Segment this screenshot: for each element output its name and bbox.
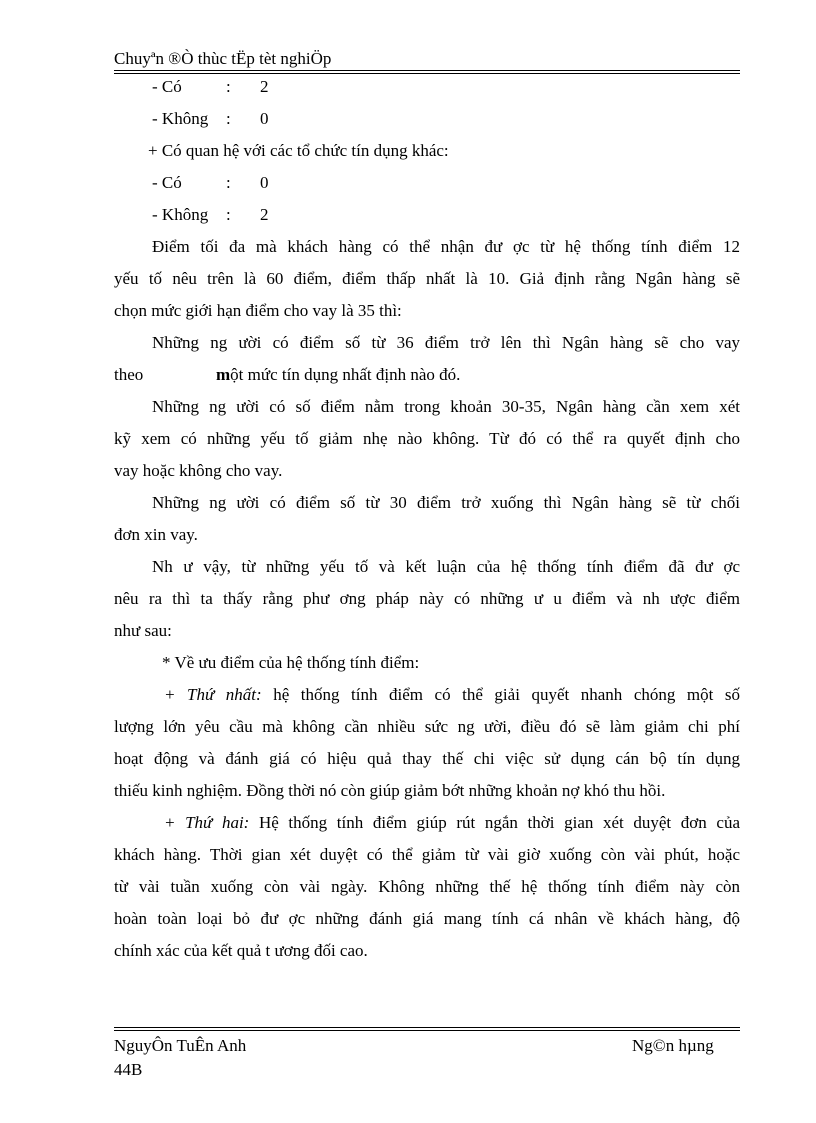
paragraph-text: đơn xin vay. bbox=[114, 525, 198, 544]
header-title: Chuyªn ®Ò thùc tËp tèt nghiÖp bbox=[114, 49, 332, 68]
list-item bbox=[114, 140, 740, 172]
text-line bbox=[114, 908, 740, 940]
paragraph-text: lượng lớn yêu cầu mà không cần nhiều sức ng ười, điều đó sẽ làm giảm chi phí bbox=[114, 717, 740, 736]
item-colon: : bbox=[226, 205, 231, 224]
list-item bbox=[114, 108, 740, 140]
paragraph-text: từ vài tuần xuống còn vài ngày. Không những thế hệ thống tính điểm này còn bbox=[114, 877, 740, 896]
paragraph-text: khách hàng. Thời gian xét duyệt có thể giảm từ vài giờ xuống còn vài phút, hoặc bbox=[114, 845, 740, 864]
item-value: 2 bbox=[260, 205, 269, 224]
item-value: 2 bbox=[260, 77, 269, 96]
item-label: - Có bbox=[152, 77, 182, 96]
paragraph-text: vay hoặc không cho vay. bbox=[114, 461, 283, 480]
text-line bbox=[114, 588, 740, 620]
page-header bbox=[114, 48, 740, 70]
paragraph-text: nêu ra thì ta thấy rằng phư ơng pháp này có những ư u điểm và nh ược điểm bbox=[114, 589, 740, 608]
item-colon: : bbox=[226, 77, 231, 96]
paragraph-text: Những ng ười có số điểm nằm trong khoản 30-35, Ngân hàng cần xem xét bbox=[152, 397, 740, 416]
text-line bbox=[114, 460, 740, 492]
list-item bbox=[114, 76, 740, 108]
item-label: - Có bbox=[152, 173, 182, 192]
item-label: - Không bbox=[152, 109, 209, 128]
text-line bbox=[114, 844, 740, 876]
section-heading: * Về ưu điểm của hệ thống tính điểm: bbox=[162, 653, 420, 672]
footer-class: 44B bbox=[114, 1060, 143, 1079]
italic-label: + Thứ hai: bbox=[164, 813, 250, 832]
text-line bbox=[114, 940, 740, 972]
text-line bbox=[114, 556, 740, 588]
item-heading: + Có quan hệ với các tổ chức tín dụng khác: bbox=[148, 141, 449, 160]
text-line bbox=[114, 748, 740, 780]
item-value: 0 bbox=[260, 109, 269, 128]
text-line bbox=[114, 268, 740, 300]
paragraph-text: hoạt động và đánh giá có hiệu quả thay thế chi việc sử dụng cán bộ tín dụng bbox=[114, 749, 740, 768]
text-line bbox=[114, 876, 740, 908]
paragraph-text: Nh ư vậy, từ những yếu tố và kết luận của hệ thống tính điểm đã đư ợc bbox=[152, 557, 740, 576]
page-footer bbox=[114, 1034, 740, 1082]
text-line bbox=[114, 620, 740, 652]
item-colon: : bbox=[226, 109, 231, 128]
text-line bbox=[114, 300, 740, 332]
paragraph-text: thiếu kinh nghiệm. Đồng thời nó còn giúp giảm bớt những khoản nợ khó thu hồi. bbox=[114, 781, 666, 800]
text-line bbox=[114, 524, 740, 556]
paragraph-text: chính xác của kết quả t ương đối cao. bbox=[114, 941, 368, 960]
list-item bbox=[114, 172, 740, 204]
text-line bbox=[114, 684, 740, 716]
list-item bbox=[114, 204, 740, 236]
text-line bbox=[114, 332, 740, 364]
paragraph-text: yếu tố nêu trên là 60 điểm, điểm thấp nhất là 10. Giả định rằng Ngân hàng sẽ bbox=[114, 269, 740, 288]
italic-label: + Thứ nhất: bbox=[164, 685, 262, 704]
footer-major: Ng©n hµng bbox=[632, 1036, 714, 1055]
paragraph-text: hệ thống tính điểm có thể giải quyết nhanh chóng một số bbox=[273, 685, 741, 704]
paragraph-text: Hệ thống tính điểm giúp rút ngắn thời gian xét duyệt đơn của bbox=[258, 813, 740, 832]
bold-text: m bbox=[216, 365, 231, 384]
text-line bbox=[114, 364, 740, 396]
footer-rule bbox=[114, 1027, 740, 1031]
paragraph-text: Điểm tối đa mà khách hàng có thể nhận đư ợc từ hệ thống tính điểm 12 bbox=[152, 237, 740, 256]
text-line bbox=[114, 428, 740, 460]
document-body bbox=[114, 76, 740, 972]
text-line bbox=[114, 396, 740, 428]
paragraph-text: theo bbox=[114, 365, 144, 384]
paragraph-text: ột mức tín dụng nhất định nào đó. bbox=[230, 365, 461, 384]
paragraph-text: chọn mức giới hạn điểm cho vay là 35 thì: bbox=[114, 301, 402, 320]
item-value: 0 bbox=[260, 173, 269, 192]
paragraph-text: hoàn toàn loại bỏ đư ợc những đánh giá mang tính cá nhân về khách hàng, độ bbox=[114, 909, 740, 928]
text-line bbox=[114, 236, 740, 268]
item-label: - Không bbox=[152, 205, 209, 224]
paragraph-text: như sau: bbox=[114, 621, 172, 640]
footer-author: NguyÔn TuÊn Anh bbox=[114, 1036, 247, 1055]
item-colon: : bbox=[226, 173, 231, 192]
text-line bbox=[114, 652, 740, 684]
text-line bbox=[114, 716, 740, 748]
text-line bbox=[114, 780, 740, 812]
header-rule bbox=[114, 70, 740, 74]
text-line bbox=[114, 812, 740, 844]
paragraph-text: kỹ xem có những yếu tố giảm nhẹ nào không. Từ đó có thể ra quyết định cho bbox=[114, 429, 740, 448]
paragraph-text: Những ng ười có điểm số từ 36 điểm trở lên thì Ngân hàng sẽ cho vay bbox=[152, 333, 740, 352]
text-line bbox=[114, 492, 740, 524]
paragraph-text: Những ng ười có điểm số từ 30 điểm trở xuống thì Ngân hàng sẽ từ chối bbox=[152, 493, 740, 512]
